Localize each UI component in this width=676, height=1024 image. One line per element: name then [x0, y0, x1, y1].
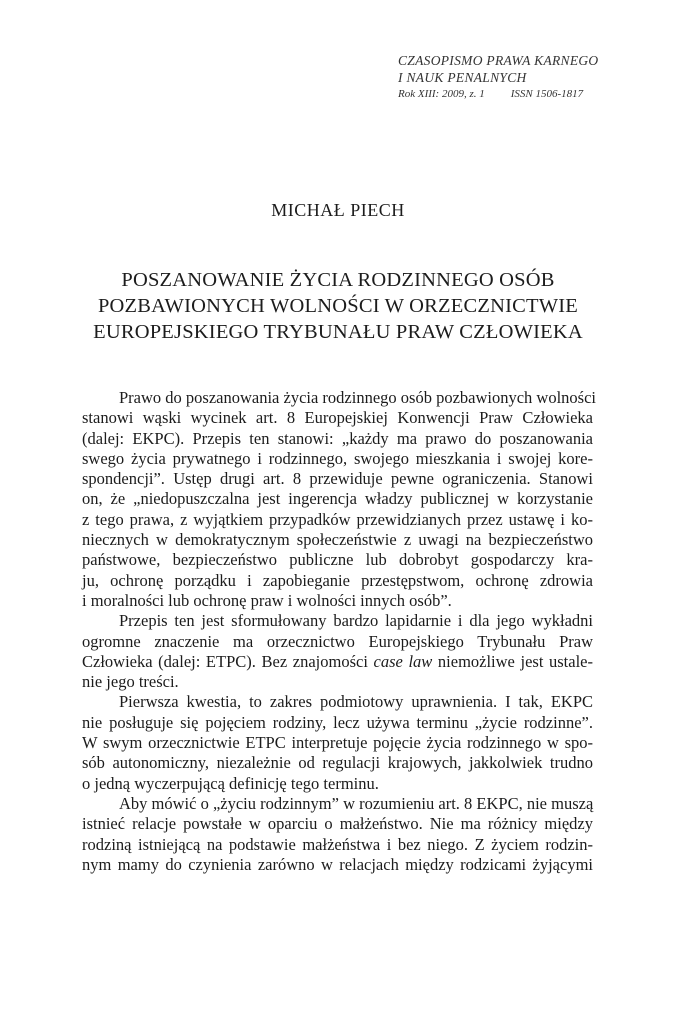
body-line: Pierwsza kwestia, to zakres podmiotowy uprawnienia. I tak, EKPC — [119, 692, 593, 712]
body-line: Prawo do poszanowania życia rodzinnego osób pozbawionych wolności — [119, 388, 597, 407]
body-line: spondencji”. Ustęp drugi art. 8 przewiduje pewne ograniczenia. Stanowi — [82, 469, 593, 489]
body-line: W swym orzecznictwie ETPC interpretuje pojęcie życia rodzinnego w spo- — [82, 733, 593, 753]
body-line: z tego prawa, z wyjątkiem przypadków przewidzianych przez ustawę i ko- — [82, 509, 593, 529]
author-name: MICHAŁ PIECH — [271, 200, 405, 220]
body-line: o jedną wyczerpującą definicję tego terminu. — [82, 773, 379, 793]
journal-header — [398, 52, 628, 102]
body-line: niecznych w demokratycznym społeczeństwie z uwagi na bezpieczeństwo — [82, 530, 593, 550]
body-line: istnieć relacje powstałe w oparciu o małżeństwo. Nie ma różnicy między — [82, 814, 593, 834]
body-line: nym mamy do czynienia zarówno w relacjach między rodzicami żyjącymi — [82, 854, 593, 874]
journal-meta — [398, 87, 628, 102]
body-line: nie posługuje się pojęciem rodziny, lecz używa terminu „życie rodzinne”. — [82, 712, 593, 732]
title-line: POZBAWIONYCH WOLNOŚCI W ORZECZNICTWIE — [97, 295, 579, 317]
body-line: rodziną istniejącą na podstawie małżeństwa i bez niego. Z życiem rodzin- — [82, 834, 593, 854]
body-line: Aby mówić o „życiu rodzinnym” w rozumieniu art. 8 EKPC, nie muszą — [119, 793, 594, 813]
article-body — [82, 388, 597, 875]
year-issue: Rok XIII: 2009, z. 1 — [398, 88, 485, 100]
body-line: nie jego treści. — [82, 672, 179, 692]
title-line: EUROPEJSKIEGO TRYBUNAŁU PRAW CZŁOWIEKA — [93, 321, 583, 343]
title-line: POSZANOWANIE ŻYCIA RODZINNEGO OSÓB — [121, 269, 555, 291]
journal-title-line-2: I NAUK PENALNYCH — [398, 70, 527, 85]
article-title — [80, 267, 596, 345]
body-line: ju, ochronę porządku i zapobieganie przestępstwom, ochronę zdrowia — [82, 570, 593, 590]
body-line: on, że „niedopuszczalna jest ingerencja władzy publicznej w korzystanie — [82, 489, 593, 509]
body-line: ogromne znaczenie ma orzecznictwo Europejskiego Trybunału Praw — [82, 631, 593, 651]
body-line: (dalej: EKPC). Przepis ten stanowi: „każdy ma prawo do poszanowania — [82, 428, 593, 448]
body-line: sób autonomiczny, niezależnie od regulacji krajowych, jakkolwiek trudno — [82, 753, 593, 773]
body-line: Człowieka (dalej: ETPC). Bez znajomości case law niemożliwe jest ustale- — [82, 651, 593, 671]
body-line: państwowe, bezpieczeństwo publiczne lub dobrobyt gospodarczy kra- — [82, 550, 593, 570]
issn: ISSN 1506-1817 — [510, 88, 584, 100]
body-line: stanowi wąski wycinek art. 8 Europejskiej Konwencji Praw Człowieka — [82, 408, 593, 428]
body-line: swego życia prywatnego i rodzinnego, swojego mieszkania i swojej kore- — [82, 448, 593, 468]
body-line: Przepis ten jest sformułowany bardzo lapidarnie i dla jego wykładni — [119, 611, 593, 631]
body-line: i moralności lub ochronę praw i wolności innych osób”. — [82, 590, 452, 610]
journal-title-line-1: CZASOPISMO PRAWA KARNEGO — [398, 53, 599, 68]
